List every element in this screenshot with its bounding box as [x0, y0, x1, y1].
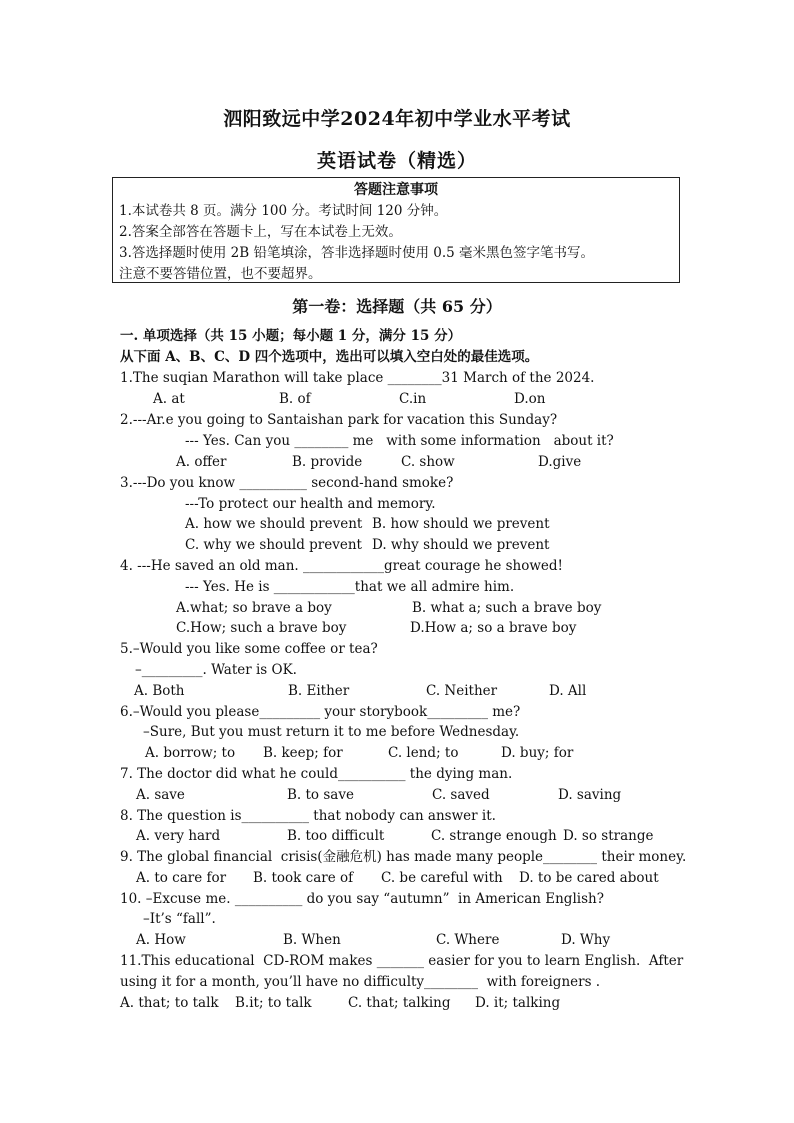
option-b: B. to save	[287, 787, 354, 803]
option-d: D. so strange	[563, 828, 654, 844]
question-stem: 11.This educational CD-ROM makes _______ easier for you to learn English. After	[120, 953, 684, 969]
question-stem: 5.–Would you like some coffee or tea?	[120, 641, 378, 657]
option-a: A. save	[136, 787, 185, 803]
option-b: B. how should we prevent	[372, 516, 550, 532]
question-reply: --- Yes. He is ____________that we all admire him.	[185, 579, 515, 595]
option-a: A. at	[153, 391, 185, 407]
question-stem: 7. The doctor did what he could__________ the dying man.	[120, 766, 513, 782]
option-d: D.on	[514, 391, 546, 407]
option-a: A. How	[136, 932, 186, 948]
notice-title: 答题注意事项	[354, 182, 438, 198]
option-a: A. to care for	[136, 870, 227, 886]
question-reply: --- Yes. Can you ________ me with some information about it?	[185, 433, 614, 449]
option-b: B. When	[283, 932, 341, 948]
option-c: C. saved	[432, 787, 490, 803]
notice-line: 2.答案全部答在答题卡上，写在本试卷上无效。	[119, 224, 402, 240]
notice-line: 1.本试卷共 8 页。满分 100 分。考试时间 120 分钟。	[119, 203, 448, 219]
option-c: C. that; talking	[348, 995, 451, 1011]
option-b: B. too difficult	[287, 828, 385, 844]
part-title: 第一卷：选择题（共 65 分）	[292, 297, 502, 316]
exam-subtitle: 英语试卷（精选）	[316, 150, 477, 172]
question-reply: –Sure, But you must return it to me before Wednesday.	[143, 724, 520, 740]
option-b: B. keep; for	[263, 745, 343, 761]
question-stem: 1.The suqian Marathon will take place ________31 March of the 2024.	[120, 370, 595, 386]
option-c: C. Neither	[426, 683, 498, 699]
option-d: D.How a; so a brave boy	[410, 620, 577, 636]
option-b: B. of	[279, 391, 311, 407]
option-b: B. took care of	[253, 870, 354, 886]
section-instruction: 从下面 A、B、C、D 四个选项中，选出可以填入空白处的最佳选项。	[120, 349, 539, 365]
option-d: D.give	[538, 454, 582, 470]
option-d: D. it; talking	[475, 995, 561, 1011]
option-d: D. to be cared about	[519, 870, 659, 886]
question-stem: 8. The question is__________ that nobody can answer it.	[120, 808, 496, 824]
option-a: A. that; to talk	[120, 995, 219, 1011]
option-a: A. borrow; to	[145, 745, 236, 761]
question-stem: 2.---Ar.e you going to Santaishan park for vacation this Sunday?	[120, 412, 558, 428]
notice-box	[112, 177, 680, 283]
option-c: C.How; such a brave boy	[176, 620, 347, 636]
question-stem: 4. ---He saved an old man. ____________great courage he showed!	[120, 558, 563, 574]
option-c: C. show	[401, 454, 455, 470]
option-d: D. why should we prevent	[372, 537, 550, 553]
option-d: D. Why	[561, 932, 611, 948]
option-b: B. Either	[288, 683, 350, 699]
option-a: A.what; so brave a boy	[176, 600, 332, 616]
question-reply: –_________. Water is OK.	[135, 662, 297, 678]
question-stem: 10. –Excuse me. __________ do you say “autumn” in American English?	[120, 891, 604, 907]
exam-title: 泗阳致远中学2024年初中学业水平考试	[223, 108, 571, 130]
option-a: A. Both	[134, 683, 185, 699]
option-c: C.in	[399, 391, 427, 407]
option-a: A. offer	[176, 454, 227, 470]
question-stem-continued: using it for a month, you’ll have no difficulty________ with foreigners .	[120, 974, 601, 990]
option-c: C. lend; to	[388, 745, 459, 761]
question-stem: 6.–Would you please_________ your storybook_________ me?	[120, 704, 521, 720]
option-a: A. very hard	[136, 828, 221, 844]
option-c: C. why we should prevent	[185, 537, 362, 553]
question-reply: –It’s “fall”.	[143, 911, 216, 927]
question-stem: 9. The global financial crisis(金融危机) has made many people________ their money.	[120, 849, 687, 865]
question-reply: ---To protect our health and memory.	[185, 496, 436, 512]
option-d: D. All	[549, 683, 587, 699]
option-c: C. Where	[436, 932, 500, 948]
question-stem: 3.---Do you know __________ second-hand smoke?	[120, 475, 454, 491]
notice-line: 注意不要答错位置，也不要超界。	[119, 266, 322, 282]
option-b: B. what a; such a brave boy	[412, 600, 602, 616]
section-title: 一. 单项选择（共 15 小题；每小题 1 分，满分 15 分）	[120, 328, 462, 344]
option-c: C. strange enough	[431, 828, 557, 844]
option-a: A. how we should prevent	[185, 516, 363, 532]
option-b: B. provide	[292, 454, 363, 470]
option-d: D. saving	[558, 787, 622, 803]
option-c: C. be careful with	[381, 870, 503, 886]
option-b: B.it; to talk	[235, 995, 312, 1011]
option-d: D. buy; for	[501, 745, 574, 761]
notice-line: 3.答选择题时使用 2B 铅笔填涂，答非选择题时使用 0.5 毫米黑色签字笔书写。	[119, 245, 595, 261]
